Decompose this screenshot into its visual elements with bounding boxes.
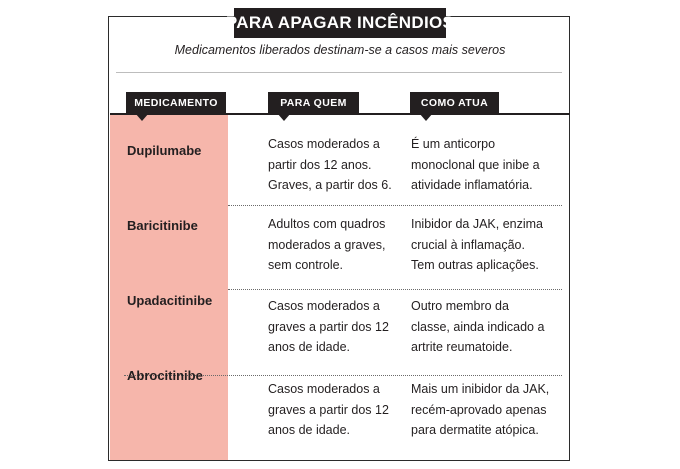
infographic-title: PARA APAGAR INCÊNDIOS (234, 8, 446, 38)
row-4-para-quem: Casos moderados a graves a partir dos 12 anos de idade. (268, 382, 389, 437)
drug-name-abrocitinibe: Abrocitinibe (127, 368, 203, 383)
row-1-para-quem: Casos moderados a partir dos 12 anos. Graves, a partir dos 6. (268, 137, 392, 192)
drug-name-dupilumabe: Dupilumabe (127, 143, 202, 158)
drug-name-upadacitinibe: Upadacitinibe (127, 293, 213, 308)
row-2-como-atua: Inibidor da JAK, enzima crucial à inflamação. Tem outras aplicações. (411, 217, 544, 272)
row-3-para-quem: Casos moderados a graves a partir dos 12 anos de idade. (268, 299, 389, 354)
medication-column-highlight (110, 114, 228, 460)
row-divider (228, 205, 562, 206)
header-como-atua: COMO ATUA (410, 92, 499, 113)
row-3-como-atua: Outro membro da classe, ainda indicado a artrite reumatoide. (411, 299, 545, 354)
header-para-quem: PARA QUEM (268, 92, 359, 113)
row-1-como-atua: É um anticorpo monoclonal que inibe a atividade inflamatória. (411, 137, 540, 192)
header-medicamento: MEDICAMENTO (126, 92, 226, 113)
drug-name-baricitinibe: Baricitinibe (127, 218, 198, 233)
header-divider (110, 113, 570, 115)
row-divider (228, 289, 562, 290)
infographic-subtitle: Medicamentos liberados destinam-se a casos mais severos (174, 43, 506, 57)
row-4-como-atua: Mais um inibidor da JAK, recém-aprovado apenas para dermatite atópica. (411, 382, 550, 437)
row-2-para-quem: Adultos com quadros moderados a graves, sem controle. (268, 217, 386, 272)
subtitle-divider (116, 72, 562, 73)
